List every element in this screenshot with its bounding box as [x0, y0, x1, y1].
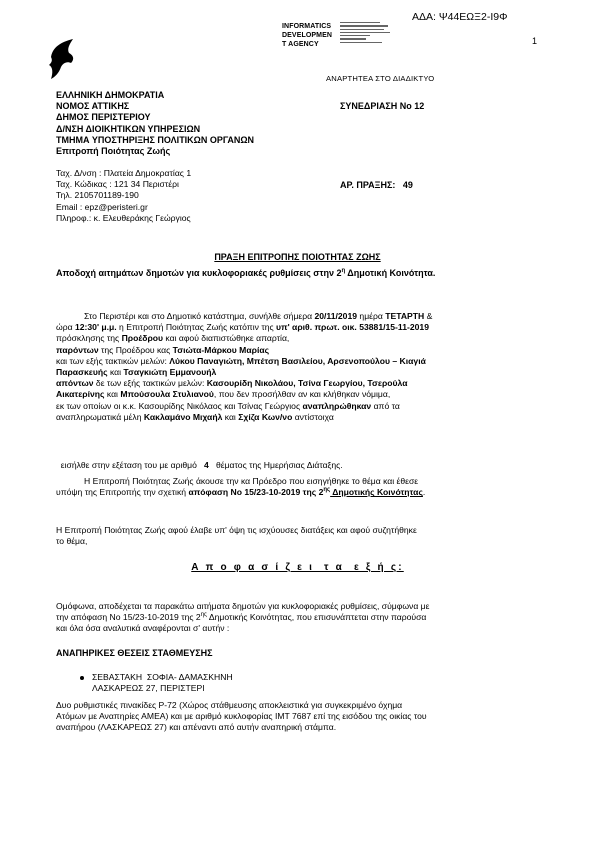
absent-members: Κασουρίδη Νικολάου, Τσίνα Γεωργίου, Τσερούλα	[206, 378, 408, 389]
posting-note: ΑΝΑΡΤΗΤΕΑ ΣΤΟ ΔΙΑΔΙΚΤΥΟ	[326, 74, 435, 83]
phone-line: Τηλ. 2105701189-190	[56, 190, 139, 201]
text: ημέρα	[357, 311, 386, 321]
session-number: ΣΥΝΕΔΡΙΑΣΗ Νο 12	[340, 101, 425, 111]
agenda-item-paragraph	[56, 449, 540, 471]
subtitle-text-end: Δημοτική Κοινότητα.	[345, 268, 436, 278]
text: πρόσκλησης της	[56, 333, 122, 344]
text-bold: Προέδρου	[121, 333, 164, 344]
text: .	[422, 487, 426, 498]
meeting-date: 20/11/2019	[314, 311, 358, 321]
org-line: Δ/ΝΣΗ ΔΙΟΙΚΗΤΙΚΩΝ ΥΠΗΡΕΣΙΩΝ	[56, 123, 201, 134]
president-name: Τσιώτα-Μάρκου Μαρίας	[172, 344, 270, 355]
text: δε των εξής τακτικών μελών:	[93, 378, 207, 389]
subtitle-text: Αποδοχή αιτημάτων δημοτών για κυκλοφοριακές ρυθμίσεις στην 2	[56, 268, 342, 278]
page-number: 1	[532, 36, 538, 46]
address-line: Ταχ. Δ/νση : Πλατεία Δημοκρατίας 1	[56, 168, 192, 178]
info-line: Πληροφ.: κ. Ελευθεράκης Γεώργιος	[56, 212, 191, 223]
absent-members: Μπούσουλα Στυλιανού	[120, 389, 214, 400]
agency-logo-text	[282, 22, 332, 49]
list-item	[92, 672, 233, 694]
organization-header	[56, 90, 254, 157]
text: αντίστοιχα	[292, 411, 334, 422]
text-bold: παρόντων	[56, 344, 99, 355]
document-title: ΠΡΑΞΗ ΕΠΙΤΡΟΠΗΣ ΠΟΙΟΤΗΤΑΣ ΖΩΗΣ	[214, 252, 381, 262]
text-bold: αναπληρώθηκαν	[302, 400, 372, 411]
present-members: Τσαγκιώτη Εμμανουήλ	[123, 367, 217, 378]
agency-line: INFORMATICS	[282, 23, 332, 30]
text: Στο Περιστέρι και στο Δημοτικό κατάστημα, συνήλθε σήμερα	[84, 311, 315, 321]
text: και	[222, 411, 239, 422]
applicant-address: ΛΑΣΚΑΡΕΩΣ 27, ΠΕΡΙΣΤΕΡΙ	[92, 683, 205, 694]
decision-paragraph	[56, 601, 540, 635]
text: και των εξής τακτικών μελών:	[56, 355, 170, 366]
text: Δυο ρυθμιστικές πινακίδες Ρ-72 (Χώρος στάθμευσης αποκλειστικά για συγκεκριμένο όχημα	[56, 700, 403, 710]
act-number: ΑΡ. ΠΡΑΞΗΣ: 49	[340, 180, 413, 190]
text: της Προέδρου κας	[98, 344, 173, 355]
text: Η Επιτροπή Ποιότητας Ζωής άκουσε την κα Πρόεδρο που εισηγήθηκε το θέμα και έθεσε	[84, 476, 419, 486]
ada-code: ΑΔΑ: Ψ44ΕΩΞ2-Ι9Φ	[412, 11, 508, 23]
applicant-name: ΣΕΒΑΣΤΑΚΗ ΣΟΦΙΑ- ΔΑΜΑΣΚΗΝΗ	[92, 672, 233, 682]
substitute-member: Σχίζα Κων/νο	[238, 411, 293, 422]
signage-paragraph	[56, 700, 540, 734]
text: και αφού διαπιστώθηκε απαρτία,	[163, 333, 290, 344]
substitute-member: Κακλαμάνο Μιχαήλ	[143, 411, 223, 422]
text: Δημοτικής Κοινότητας, που επισυνάπτεται στην παρούσα	[206, 612, 427, 623]
text: εκ των οποίων οι κ.κ. Κασουρίδης Νικόλαος και Τσίνας Γεώργιος	[56, 400, 303, 411]
org-line: Επιτροπή Ποιότητας Ζωής	[56, 146, 171, 157]
text: ώρα	[56, 322, 75, 333]
text: αναπήρου (ΛΑΣΚΑΡΕΩΣ 27) και απέναντι από αυτήν αναπηρική στάμπα.	[56, 722, 337, 733]
text: η Επιτροπή Ποιότητας Ζωής κατόπιν της	[116, 322, 277, 333]
presentation-paragraph	[56, 476, 540, 498]
text: την απόφαση Νο 15/23-10-2019 της 2	[56, 612, 201, 623]
text-bold: απόντων	[56, 378, 94, 389]
text: και όλα όσα αναλυτικά αναφέρονται σ' αυτήν :	[56, 623, 230, 634]
postal-line: Ταχ. Κώδικας : 121 34 Περιστέρι	[56, 179, 179, 190]
text: Η Επιτροπή Ποιότητας Ζωής αφού έλαβε υπ' όψη τις ισχύουσες διατάξεις και αφού συζητήθηκε	[56, 525, 417, 535]
consideration-paragraph	[56, 525, 540, 547]
org-line: ΕΛΛΗΝΙΚΗ ΔΗΜΟΚΡΑΤΙΑ	[56, 90, 165, 100]
agenda-item-number: 4	[204, 460, 209, 471]
text: υπόψη της Επιτροπής την σχετική	[56, 487, 189, 498]
text-sup: ης	[200, 612, 207, 619]
text: και	[107, 367, 124, 378]
text: αναπληρωματικά μέλη	[56, 411, 144, 422]
decision-ref: απόφαση Νο 15/23-10-2019 της 2	[188, 487, 324, 498]
org-line: ΤΜΗΜΑ ΥΠΟΣΤΗΡΙΞΗΣ ΠΟΛΙΤΙΚΩΝ ΟΡΓΑΝΩΝ	[56, 134, 255, 145]
dove-logo-icon	[47, 37, 77, 81]
subtitle-sup: η	[341, 268, 346, 274]
text: εισήλθε στην εξέταση του με αριθμό	[60, 460, 205, 471]
meeting-time: 12:30' μ.μ.	[74, 322, 117, 333]
text: από τα	[371, 400, 400, 411]
document-subtitle	[56, 268, 435, 279]
bullet-icon	[80, 676, 84, 680]
present-members: Λύκου Παναγιώτη, Μπέτση Βασιλείου, Αρσενοπούλου – Κιαγιά	[169, 355, 426, 366]
decision-ref-community: Δημοτικής Κοινότητας	[330, 487, 423, 498]
org-line: ΔΗΜΟΣ ΠΕΡΙΣΤΕΡΙΟΥ	[56, 112, 151, 123]
text: και	[104, 389, 121, 400]
text: το θέμα,	[56, 536, 88, 547]
agency-fine-print	[340, 22, 392, 52]
agency-line: DEVELOPMEN	[282, 32, 333, 39]
text: , που δεν προσήλθαν αν και κλήθηκαν νόμιμα,	[213, 389, 391, 400]
org-line: ΝΟΜΟΣ ΑΤΤΙΚΗΣ	[56, 101, 130, 112]
present-members: Παρασκευής	[56, 367, 108, 378]
meeting-paragraph	[56, 311, 540, 423]
contact-block	[56, 168, 191, 224]
text: Ομόφωνα, αποδέχεται τα παρακάτω αιτήματα δημοτών για κυκλοφοριακές ρυθμίσεις, σύμφωνα με	[56, 601, 430, 611]
text: Ατόμων με Αναπηρίες ΑΜΕΑ) και με αριθμό κυκλοφορίας ΙΜΤ 7687 επί της εισόδου της οικίας του	[56, 711, 427, 722]
text: θέματος της Ημερήσιας Διάταξης.	[208, 460, 343, 471]
email-line: Email : epz@peristeri.gr	[56, 201, 148, 212]
text: &	[424, 311, 433, 321]
absent-members: Αικατερίνης	[56, 389, 105, 400]
decision-ref-sup: ης	[323, 487, 331, 494]
decision-heading: Α π ο φ α σ ί ζ ε ι τ α ε ξ ή ς:	[191, 562, 404, 573]
meeting-day: ΤΕΤΑΡΤΗ	[385, 311, 425, 321]
section-heading: ΑΝΑΠΗΡΙΚΕΣ ΘΕΣΕΙΣ ΣΤΑΘΜΕΥΣΗΣ	[56, 648, 213, 658]
invitation-ref: υπ' αριθ. πρωτ. οικ. 53881/15-11-2019	[276, 322, 429, 333]
agency-line: T AGENCY	[282, 41, 319, 48]
